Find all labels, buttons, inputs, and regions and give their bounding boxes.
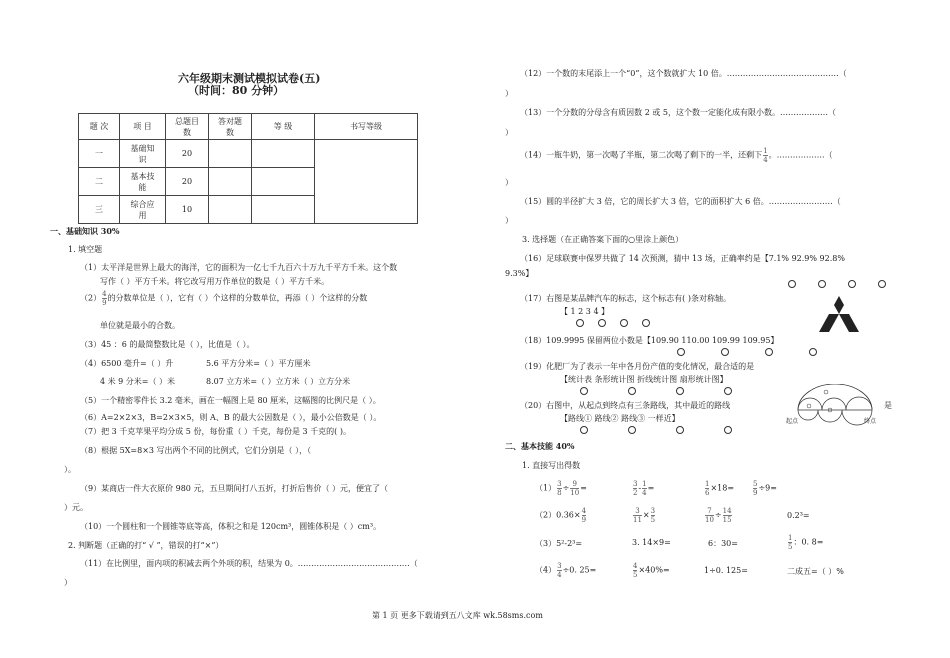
question-text: （5）一个精密零件长 3.2 毫米，画在一幅图上是 80 厘米，这幅图的比例尺是（ ）。 (80, 396, 381, 405)
section-heading: 一、基础知识 30% (50, 226, 120, 236)
question-text: （10）一个圆柱和一个圆锥等底等高，体积之和是 120cm³，圆锥体积是（ ）cm³。 (80, 522, 382, 531)
choice-circle[interactable] (818, 280, 826, 288)
calc-item: $\frac{3}{11}$ × $\frac{3}{5}$ (633, 507, 656, 524)
subsection-heading: 2. 判断题（正确的打“ √ ”，错误的打“×”） (68, 541, 224, 550)
question-text: （3）45 ：6 的最简整数比是（ ），比值是（ ）。 (80, 340, 255, 349)
answer-choices[interactable] (677, 348, 817, 358)
calc-item: 6：30= (708, 539, 738, 548)
choice-circle[interactable] (628, 426, 636, 434)
table-cell: 二 (79, 168, 120, 196)
calc-item: $\frac{4}{5}$ ×40%= (633, 562, 670, 579)
diagram-label: 终点 (864, 418, 877, 425)
answer-choices[interactable] (580, 387, 732, 397)
answer-choices[interactable] (788, 280, 886, 290)
page-footer: 第 1 页 更多下载请到五八文库 wk.58sms.com (372, 611, 543, 620)
calc-item: $\frac{1}{5}$ ：0. 8= (788, 534, 824, 551)
table-header: 等 级 (252, 114, 315, 140)
choice-circle[interactable] (809, 348, 817, 356)
calc-item: $\frac{5}{9}$ ÷9= (753, 480, 777, 497)
question-text: （8）根据 5X=8×3 写出两个不同的比例式，它们分别是（ ），（ (80, 446, 312, 455)
table-cell: 基本技能 (120, 168, 166, 196)
section-heading: 二、基本技能 40% (505, 441, 575, 451)
calc-item: $\frac{3}{2}$ - $\frac{1}{4}$ = (633, 480, 655, 497)
question-text: ） (64, 578, 72, 587)
table-header: 答对题数 (209, 114, 252, 140)
table-cell: 基础知识 (120, 140, 166, 168)
calc-item: （3）5²-2³= (535, 539, 583, 548)
question-text: 是 (884, 401, 892, 410)
calc-item: 3. 14×9= (632, 538, 671, 547)
calc-item: 1÷0. 125= (704, 566, 748, 575)
question-text: （6）A=2×2×3，B=2×3×5，则 A、B 的最大公因数是（ ），最小公倍数是（ ）。 (80, 413, 382, 422)
question-text: （11）在比例里，面内项的积减去两个外项的积，结果为 0。……………………………………（ (80, 559, 418, 568)
table-cell[interactable] (252, 140, 315, 168)
question-text: （15）圆的半径扩大 3 倍，它的周长扩大 3 倍，它的面积扩大 6 倍。……………………（ (520, 197, 841, 206)
fraction: $\frac{1}{4}$ (763, 147, 768, 164)
diagram-label: 起点 (786, 418, 799, 425)
page-title: 六年级期末测试模拟试卷(五) (178, 72, 321, 85)
table-cell[interactable] (252, 196, 315, 224)
choice-circle[interactable] (676, 387, 684, 395)
question-text: （19）化肥厂为了表示一年中各月份产值的变化情况，最合适的是 (520, 362, 755, 371)
question-text: （1）太平洋是世界上最大的海洋，它的面积为一亿七千九百六十万九千平方千米。这个数 (80, 263, 398, 272)
question-text: （20）右图中，从起点到终点有三条路线，其中最近的路线 (520, 401, 731, 410)
question-text: ） (505, 178, 513, 187)
car-logo-icon (818, 296, 860, 334)
choice-circle[interactable] (677, 348, 685, 356)
subsection-heading: 3. 选择题（在正确答案下面的○里涂上颜色） (522, 235, 684, 244)
calc-item: 0.2³= (787, 511, 810, 520)
answer-options: 【 1 2 3 4 】 (560, 307, 610, 316)
question-text: 9.3%】 (505, 269, 534, 278)
calc-item: $\frac{7}{10}$ ÷ $\frac{14}{15}$ (705, 507, 732, 524)
table-cell[interactable] (209, 168, 252, 196)
calc-item: （2）0.36× $\frac{4}{9}$ (535, 507, 587, 524)
question-text: （16）足球联赛中保罗共做了 14 次预测，猜中 13 场，正确率约是【7.1% 92.9% 92.8% (520, 254, 845, 263)
question-text: ）元。 (64, 503, 88, 512)
subsection-heading: 1. 直接写出得数 (522, 461, 581, 470)
table-cell: 20 (166, 168, 209, 196)
question-text: ） (505, 89, 513, 98)
question-text: （17）右图是某品牌汽车的标志，这个标志有( )条对称轴。 (520, 294, 731, 303)
table-cell: 10 (166, 196, 209, 224)
answer-choices[interactable] (576, 319, 650, 329)
question-text: ） (505, 216, 513, 225)
choice-circle[interactable] (576, 319, 584, 327)
choice-circle[interactable] (676, 426, 684, 434)
choice-circle[interactable] (848, 280, 856, 288)
question-text: （12）一个数的末尾添上一个“0”，这个数就扩大 10 倍。……………………………………（ (520, 69, 847, 78)
choice-circle[interactable] (724, 426, 732, 434)
page-subtitle: （时间：80 分钟） (188, 84, 285, 97)
score-table (78, 113, 418, 224)
calc-item: （1） $\frac{3}{8}$ ÷ $\frac{9}{10}$ = (535, 480, 587, 497)
question-text: 4 米 9 分米=（ ）米 (100, 377, 176, 386)
question-text: （2） $\frac{4}{9}$ 的分数单位是（ ），它有（ ）个这样的分数单位，再添（ ）个这样的分数 (80, 290, 368, 307)
calc-item: （4） $\frac{3}{4}$ ÷0. 25= (535, 562, 597, 579)
choice-circle[interactable] (878, 280, 886, 288)
choice-circle[interactable] (580, 387, 588, 395)
table-header: 项 目 (120, 114, 166, 140)
calc-item: 二成五=（ ）% (787, 567, 844, 576)
question-text: 5.6 平方分米=（ ）平方厘米 (206, 359, 311, 368)
fraction: $\frac{4}{9}$ (102, 290, 107, 307)
question-text: ） (505, 128, 513, 137)
table-cell[interactable] (209, 196, 252, 224)
choice-circle[interactable] (765, 348, 773, 356)
choice-circle[interactable] (724, 387, 732, 395)
question-text: （13）一个分数的分母含有质因数 2 或 5，这个数一定能化成有限小数。………………（ (520, 108, 836, 117)
answer-choices[interactable] (580, 426, 732, 436)
choice-circle[interactable] (721, 348, 729, 356)
answer-options: 【路线① 路线② 路线③ 一样近】 (560, 414, 680, 423)
table-cell[interactable] (252, 168, 315, 196)
choice-circle[interactable] (598, 319, 606, 327)
question-text: ）。 (64, 465, 76, 474)
choice-circle[interactable] (788, 280, 796, 288)
table-row (79, 140, 418, 168)
question-text: 8.07 立方米=（ ）立方米（ ）立方分米 (206, 377, 351, 386)
table-header: 总题目数 (166, 114, 209, 140)
choice-circle[interactable] (580, 426, 588, 434)
question-text: （4）6500 毫升=（ ）升 (80, 359, 174, 368)
table-cell[interactable] (209, 140, 252, 168)
answer-options: 【统计表 条形统计图 折线统计图 扇形统计图】 (560, 375, 728, 384)
question-text: （18）109.9995 保留两位小数是【109.90 110.00 109.99 109.95】 (520, 336, 779, 345)
choice-circle[interactable] (620, 319, 628, 327)
question-text: 写作（ ）平方千米。将它改写用万作单位的数是（ ）平方千米。 (100, 277, 330, 286)
choice-circle[interactable] (642, 319, 650, 327)
question-text: （7）把 3 千克苹果平均分成 5 份，每份重（ ）千克，每份是 3 千克的( )。 (80, 427, 351, 436)
table-cell[interactable] (315, 140, 418, 224)
table-header: 题 次 (79, 114, 120, 140)
table-cell: 三 (79, 196, 120, 224)
question-text: 单位就是最小的合数。 (100, 321, 180, 330)
table-header: 书写等级 (315, 114, 418, 140)
table-cell: 一 (79, 140, 120, 168)
table-cell: 综合应用 (120, 196, 166, 224)
subsection-heading: 1. 填空题 (68, 245, 103, 254)
choice-circle[interactable] (628, 387, 636, 395)
question-text: （9）某商店一件大衣原价 980 元，五旦期间打八五折，打折后售价（ ）元，便宜了（ (80, 484, 388, 493)
question-text: （14）一瓶牛奶，第一次喝了半瓶，第二次喝了剩下的一半，还剩下 $\frac{1}{4}$ 。………………（ (520, 147, 833, 164)
calc-item: $\frac{1}{6}$ ×18= (705, 480, 735, 497)
table-cell: 20 (166, 140, 209, 168)
